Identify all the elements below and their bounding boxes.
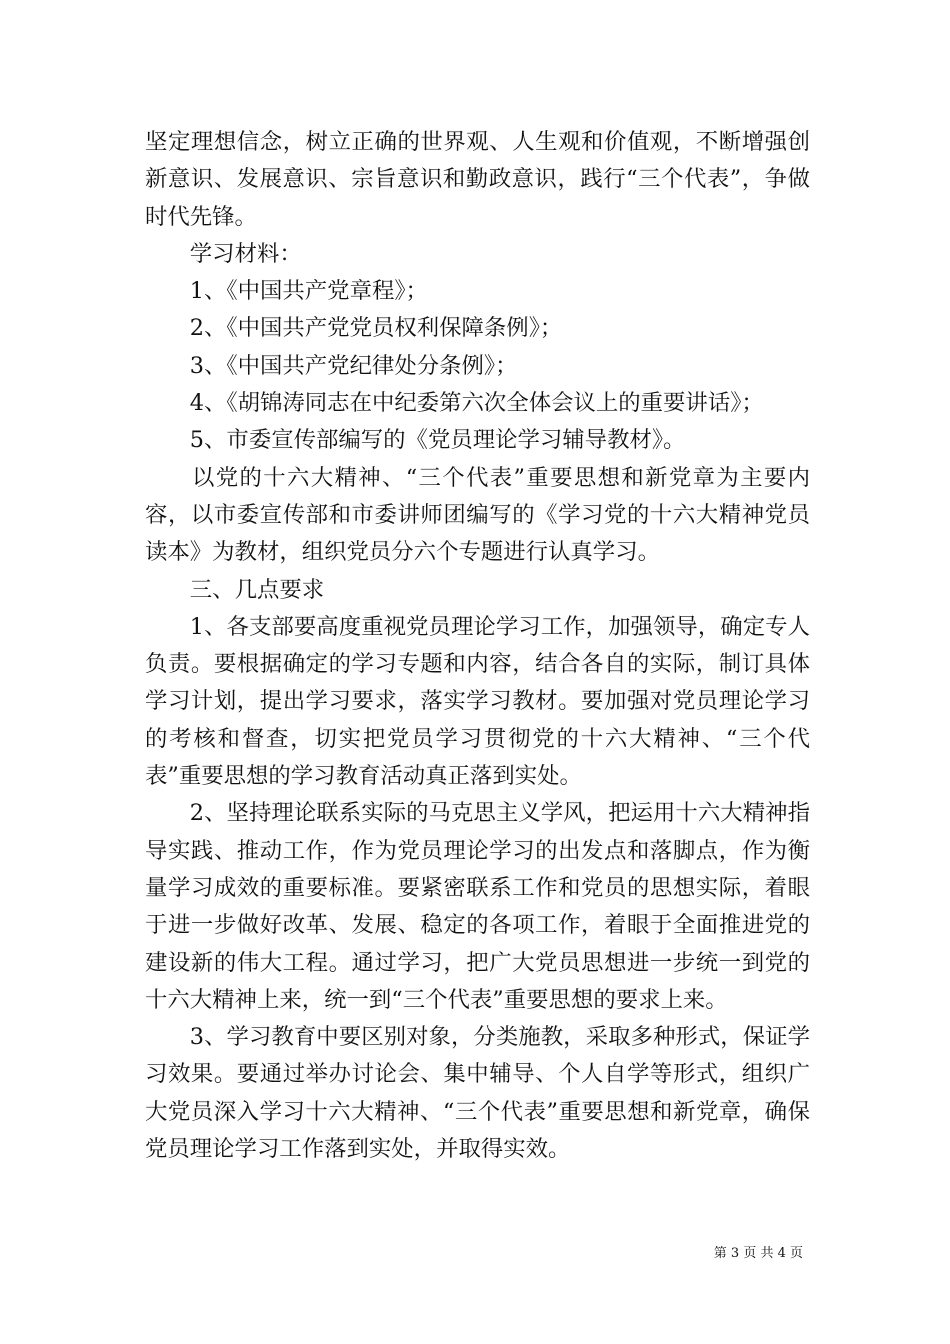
list-item: 1、《中国共产党章程》； [189, 278, 428, 305]
section-heading-requirements: 三、几点要求 [189, 576, 325, 603]
document-body [145, 124, 810, 1168]
heading-study-materials: 学习材料： [189, 240, 302, 267]
list-item: 2、《中国共产党党员权利保障条例》； [189, 315, 563, 342]
paragraph-ideals: 坚定理想信念，树立正确的世界观、人生观和价值观，不断增强创新意识、发展意识、宗旨意识和勤政意识，践行“三个代表”，争做时代先锋。 [145, 129, 810, 230]
list-item: 3、《中国共产党纪律处分条例》； [189, 352, 518, 379]
list-item: 4、《胡锦涛同志在中纪委第六次全体会议上的重要讲话》； [189, 390, 764, 417]
list-item: 5、市委宣传部编写的《党员理论学习辅导教材》。 [189, 427, 686, 454]
paragraph-requirement-2: 2、坚持理论联系实际的马克思主义学风，把运用十六大精神指导实践、推动工作，作为党员理论学习的出发点和落脚点，作为衡量学习成效的重要标准。要紧密联系工作和党员的思想实际，着眼于进一步做好改革、发展、稳定的各项工作，着眼于全面推进党的建设新的伟大工程。通过学习，把广大党员思想进一步统一到党的十六大精神上来，统一到“三个代表”重要思想的要求上来。 [145, 800, 810, 1013]
paragraph-study-content: 以党的十六大精神、“三个代表”重要思想和新党章为主要内容，以市委宣传部和市委讲师团编写的《学习党的十六大精神党员读本》为教材，组织党员分六个专题进行认真学习。 [145, 464, 810, 566]
paragraph-requirement-1: 1、各支部要高度重视党员理论学习工作，加强领导，确定专人负责。要根据确定的学习专题和内容，结合各自的实际，制订具体学习计划，提出学习要求，落实学习教材。要加强对党员理论学习的考核和督查，切实把党员学习贯彻党的十六大精神、“三个代表”重要思想的学习教育活动真正落到实处。 [145, 613, 810, 790]
page-number-footer: 第 3 页 共 4 页 [713, 1246, 803, 1261]
paragraph-requirement-3: 3、学习教育中要区别对象，分类施教，采取多种形式，保证学习效果。要通过举办讨论会、集中辅导、个人自学等形式，组织广大党员深入学习十六大精神、“三个代表”重要思想和新党章，确保党员理论学习工作落到实处，并取得实效。 [145, 1024, 810, 1163]
